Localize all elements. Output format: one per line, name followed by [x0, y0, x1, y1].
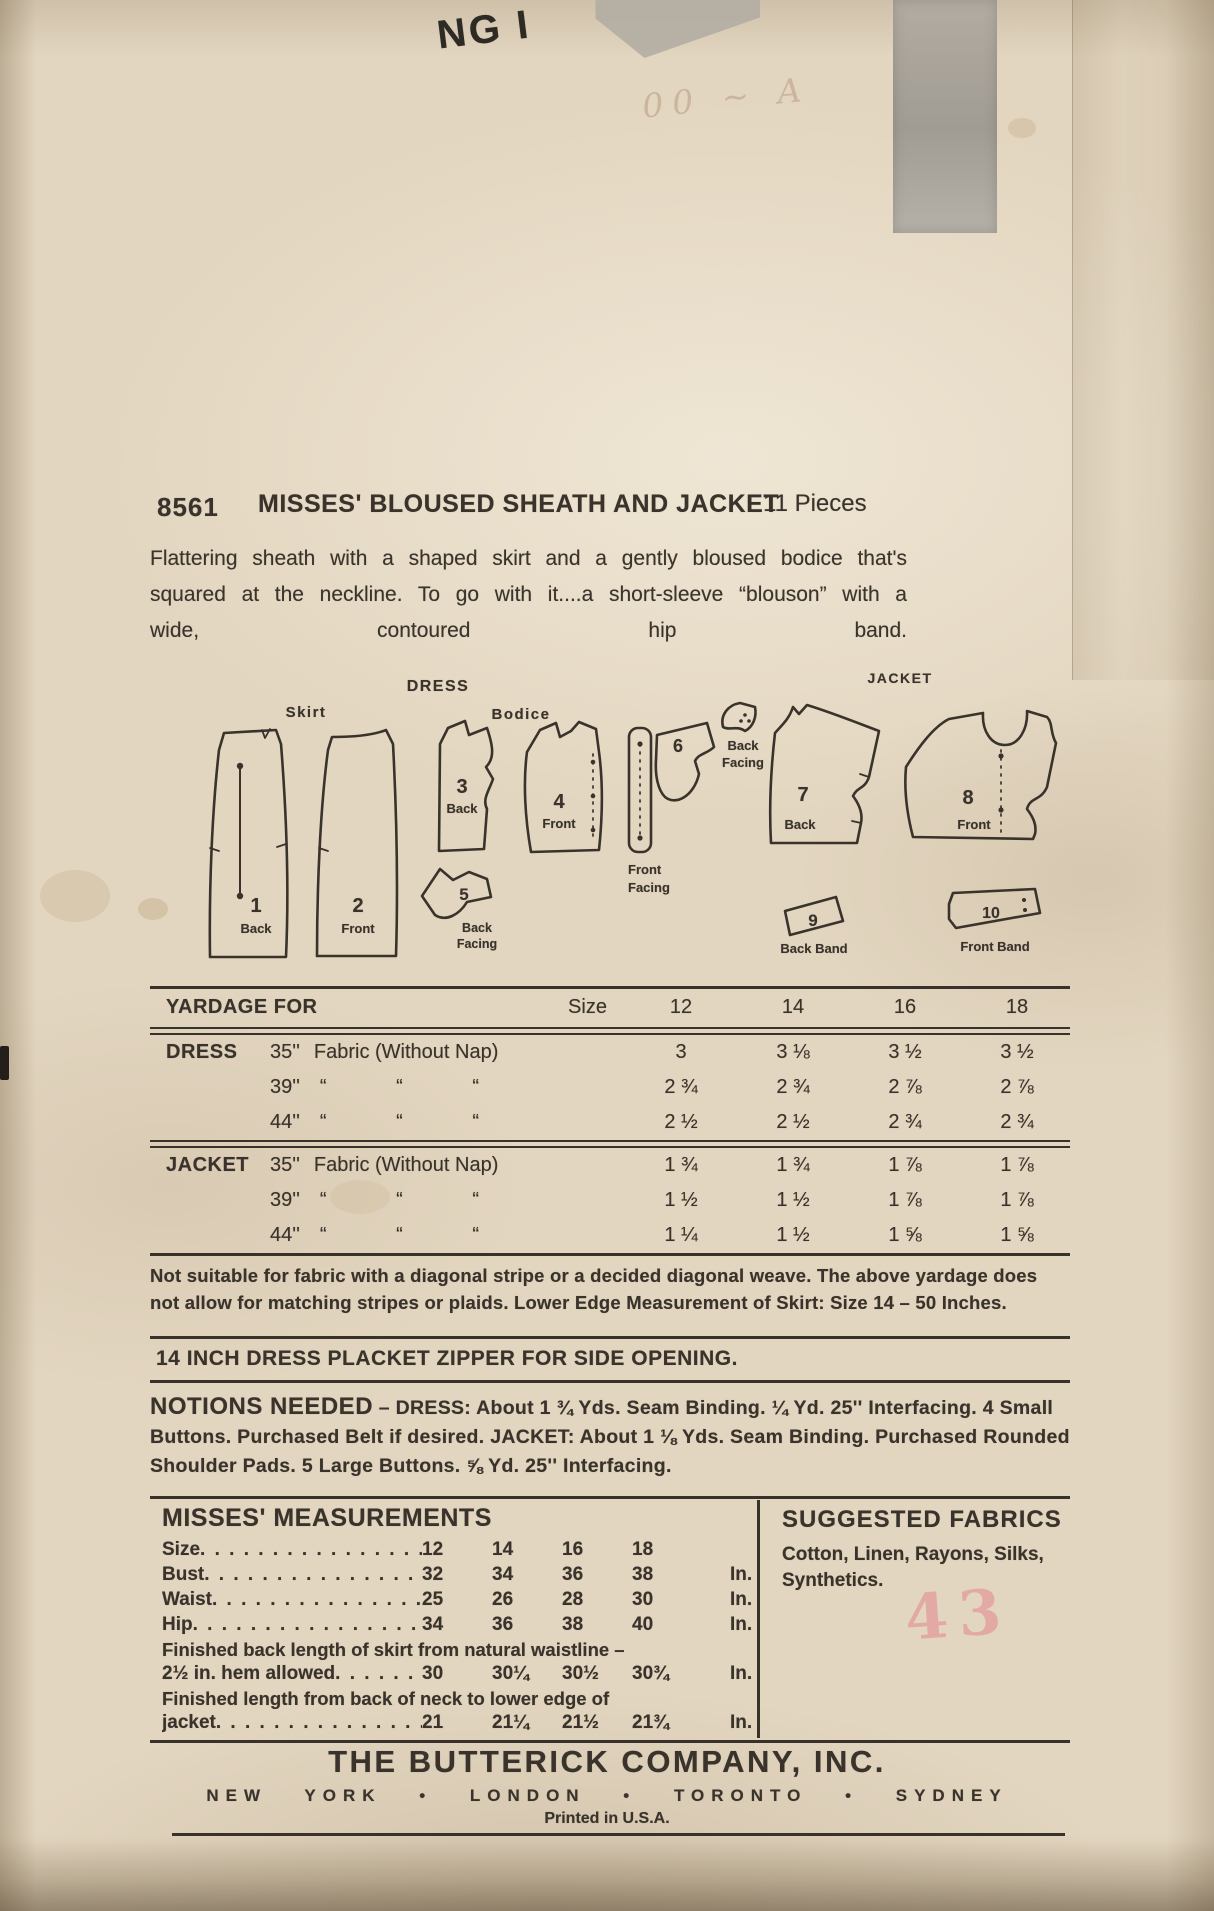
cutoff-print-fragment: NG I — [434, 2, 534, 58]
svg-text:Facing: Facing — [722, 755, 764, 770]
vertical-divider-rule — [757, 1500, 760, 1738]
yardage-row-jacket-39: 39'' “ “ “ 1 ½ 1 ½ 1 ⅞ 1 ⅞ — [270, 1188, 1034, 1211]
printed-in-usa: Printed in U.S.A. — [544, 1810, 670, 1827]
svg-text:3: 3 — [456, 776, 468, 798]
jacket-group-label: JACKET — [867, 670, 933, 686]
piece-skirt-front — [317, 730, 397, 956]
piece-skirt-back — [210, 729, 288, 957]
measure-row-skirt-length-line1: Finished back length of skirt from natural waistline – — [162, 1639, 625, 1660]
bottom-crease-shadow — [0, 1842, 1214, 1911]
svg-text:9: 9 — [808, 911, 818, 930]
measure-label: Size — [162, 1539, 201, 1560]
svg-text:8: 8 — [962, 787, 974, 809]
svg-text:Back: Back — [784, 817, 816, 832]
svg-text:1: 1 — [250, 895, 262, 917]
edge-ink-mark — [0, 1046, 9, 1080]
piece-back-band — [780, 897, 847, 956]
piece-jacket-back — [770, 705, 879, 843]
yardage-row-dress-39: 39'' “ “ “ 2 ¾ 2 ¾ 2 ⅞ 2 ⅞ — [270, 1075, 1034, 1098]
garment-description: Flattering sheath with a shaped skirt and a gently bloused bodice that's squared at the neckline. To go with it....a short-sleeve “blouson” with a wide, contoured hip band. — [150, 547, 907, 642]
measure-row-jacket-length-line2: jacket . . . 21 21¼ 21½ 21¾ In. — [150, 1712, 755, 1737]
piece-bodice-back — [439, 721, 493, 851]
measure-label: Hip — [162, 1614, 193, 1635]
svg-text:Front Band: Front Band — [960, 939, 1030, 954]
svg-text:4: 4 — [553, 791, 565, 813]
piece-front-band — [949, 889, 1040, 954]
svg-text:Front: Front — [341, 921, 375, 936]
yardage-row-dress-44: 44'' “ “ “ 2 ½ 2 ½ 2 ¾ 2 ¾ — [270, 1110, 1034, 1133]
measure-row-jacket-length-line1: Finished length from back of neck to lower edge of — [162, 1688, 610, 1709]
pattern-number: 8561 — [157, 492, 219, 522]
svg-text:Front: Front — [542, 816, 576, 831]
svg-text:Back: Back — [462, 921, 492, 935]
stain — [40, 870, 110, 922]
envelope-fold-edge — [1072, 0, 1214, 680]
measure-row-bust: Bust . . . 32 34 36 38 In. — [150, 1564, 755, 1589]
measure-label: jacket — [162, 1712, 216, 1733]
svg-text:5: 5 — [459, 885, 469, 904]
size-14-header: 14 — [781, 996, 805, 1018]
measurements-title: MISSES' MEASUREMENTS — [162, 1504, 492, 1532]
piece-bodice-front — [525, 722, 602, 852]
stain — [1008, 118, 1036, 138]
dress-group-label: DRESS — [406, 678, 470, 695]
table-rule — [150, 1253, 1070, 1256]
notions-body: DRESS: About 1 ¾ Yds. Seam Binding. ¼ Yd. 25'' Interfacing. 4 Small Buttons. Purchased Belt if desired. JACKET: About 1 ⅛ Yds. Seam Binding. Purchased Rounded Shoulder Pads. 5 Large Buttons. ⅝ Yd. 25'' Interfacing. — [150, 1397, 1070, 1477]
company-cities: NEW YORK • LONDON • TORONTO • SYDNEY — [206, 1786, 1008, 1805]
piece-back-facing-dress — [422, 869, 497, 951]
table-rule — [150, 1140, 1070, 1148]
size-16-header: 16 — [893, 996, 917, 1018]
piece-front-facing — [628, 723, 714, 895]
svg-text:Back: Back — [240, 921, 272, 936]
notions-section — [150, 1392, 1070, 1481]
svg-text:6: 6 — [672, 736, 684, 756]
measurements-section — [150, 1504, 755, 1737]
dot-leader — [204, 1564, 422, 1586]
pink-number-stamp: 43 — [902, 1574, 1014, 1655]
svg-text:Facing: Facing — [628, 880, 670, 895]
svg-text:Back: Back — [446, 801, 478, 816]
svg-text:Facing: Facing — [456, 937, 498, 951]
pieces-count: 11 Pieces — [763, 490, 867, 517]
measure-row-skirt-length-line2: 2½ in. hem allowed . . . 30 30¼ 30½ 30¾ In. — [150, 1663, 755, 1688]
svg-text:Front: Front — [957, 817, 991, 832]
dot-leader — [335, 1663, 422, 1685]
torn-print-area — [585, 0, 760, 58]
measure-row-size: Size . . . 12 14 16 18 — [150, 1539, 755, 1564]
size-18-header: 18 — [1005, 996, 1029, 1018]
yardage-row-jacket-44: 44'' “ “ “ 1 ¼ 1 ½ 1 ⅝ 1 ⅝ — [270, 1223, 1034, 1246]
dot-leader — [212, 1589, 422, 1611]
tape-strip — [893, 0, 997, 233]
bodice-group-label: Bodice — [491, 706, 551, 723]
yardage-row-dress-35: DRESS 35'' Fabric (Without Nap) 3 3 ⅛ 3 ½ 3 ½ — [166, 1040, 1034, 1063]
svg-text:7: 7 — [797, 784, 809, 806]
footer-rule — [172, 1833, 1065, 1836]
svg-text:Back Band: Back Band — [780, 941, 848, 956]
fabric-suitability-note: Not suitable for fabric with a diagonal stripe or a decided diagonal weave. The above yardage does not allow for matching stripes or plaids. Lower Edge Measurement of Skirt: Size 14 – 50 Inches. — [150, 1265, 1038, 1313]
table-rule — [150, 1027, 1070, 1035]
measure-row-waist: Waist . . . 25 26 28 30 In. — [150, 1589, 755, 1614]
dot-leader — [216, 1712, 422, 1734]
measure-label: 2½ in. hem allowed — [162, 1663, 336, 1684]
yardage-table — [150, 986, 1070, 1256]
yardage-title: YARDAGE FOR — [166, 996, 318, 1018]
measure-row-hip: Hip . . . 34 36 38 40 In. — [150, 1614, 755, 1639]
divider-rule — [150, 1336, 1070, 1339]
yardage-header-row — [150, 989, 1070, 1027]
size-column-label: Size — [568, 996, 607, 1018]
dot-leader — [193, 1614, 422, 1636]
piece-back-facing-jacket — [722, 703, 764, 770]
divider-rule — [150, 1380, 1070, 1383]
divider-rule — [150, 1740, 1070, 1743]
pencil-handwriting: 00 ~ A — [640, 69, 813, 126]
piece-jacket-front — [905, 711, 1056, 839]
skirt-group-label: Skirt — [285, 704, 327, 721]
svg-text:Front: Front — [628, 862, 662, 877]
suggested-fabrics-list: Cotton, Linen, Rayons, Silks, Synthetics. — [782, 1544, 1044, 1591]
dot-leader — [200, 1539, 422, 1561]
yardage-row-jacket-35: JACKET 35'' Fabric (Without Nap) 1 ¾ 1 ¾ 1 ⅞ 1 ⅞ — [166, 1153, 1034, 1176]
divider-rule — [150, 1496, 1070, 1499]
notions-title: NOTIONS NEEDED — [150, 1393, 374, 1420]
suggested-fabrics-title: SUGGESTED FABRICS — [782, 1506, 1062, 1533]
page-title: MISSES' BLOUSED SHEATH AND JACKET — [258, 490, 780, 518]
measure-label: Bust — [162, 1564, 205, 1585]
zipper-note: 14 INCH DRESS PLACKET ZIPPER FOR SIDE OPENING. — [156, 1347, 738, 1370]
svg-text:2: 2 — [352, 895, 364, 917]
svg-text:10: 10 — [982, 905, 1000, 922]
pattern-piece-diagram — [150, 660, 1070, 995]
measure-label: Waist — [162, 1589, 212, 1610]
notions-dash: – — [378, 1397, 390, 1419]
size-12-header: 12 — [669, 996, 693, 1018]
svg-text:Back: Back — [727, 738, 759, 753]
company-name: THE BUTTERICK COMPANY, INC. — [328, 1744, 886, 1779]
